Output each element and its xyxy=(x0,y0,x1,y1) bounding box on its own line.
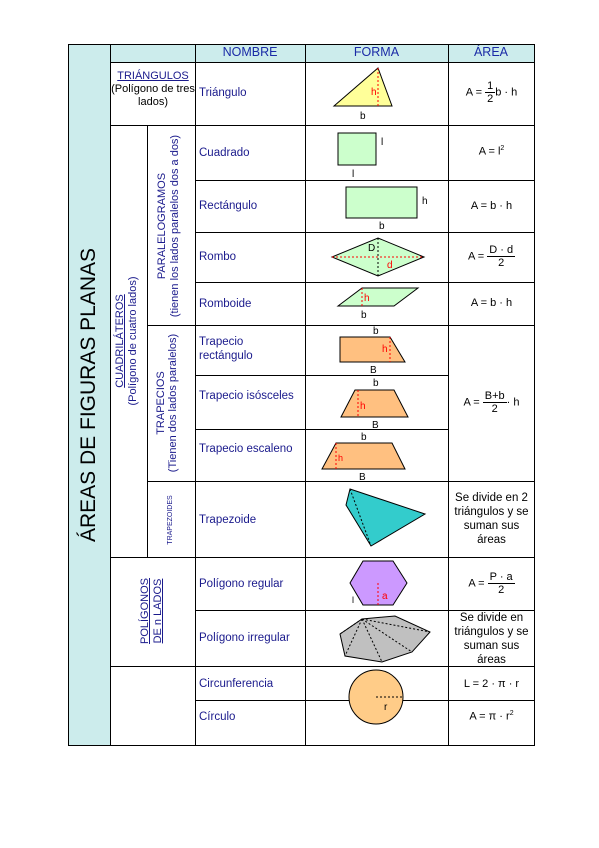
name-rectangulo: Rectángulo xyxy=(199,200,258,212)
area-rectangulo: A = b · h xyxy=(470,200,513,212)
name-trapecio-isosceles: Trapecio isósceles xyxy=(199,390,294,402)
label-b: b xyxy=(373,326,379,337)
area-rombo: A = $\frac{D \cdot d}{2}$ xyxy=(467,244,514,269)
irregular-polygon-shape xyxy=(340,616,430,662)
name-trapezoide: Trapezoide xyxy=(199,514,257,526)
category-triangulos-desc: (Polígono de tres lados) xyxy=(111,83,195,108)
category-trapecios-desc: (Tienen dos lados paralelos) xyxy=(167,333,179,473)
category-trapecios-title: TRAPECIOS xyxy=(155,371,167,435)
label-b: b xyxy=(379,221,385,232)
name-romboide: Romboide xyxy=(199,298,252,310)
area-poligono-irregular: Se divide en triángulos y se suman sus áreas xyxy=(454,612,529,666)
scalene-trapezoid-shape xyxy=(322,432,405,483)
right-trapezoid-shape xyxy=(340,326,405,376)
label-l-bottom: l xyxy=(352,169,355,180)
area-trapezoide: Se divide en 2 triángulos y se suman sus áreas xyxy=(454,492,529,546)
rectangle-shape xyxy=(346,187,428,232)
label-b: b xyxy=(360,111,366,122)
triangle-shape xyxy=(334,68,392,122)
category-paralelogramos-desc: (tienen los lados paralelos dos a dos) xyxy=(169,134,181,318)
category-triangulos-title: TRIÁNGULOS xyxy=(117,70,189,82)
label-D: D xyxy=(368,243,376,254)
label-b: b xyxy=(373,378,379,389)
area-triangulo: A = $\frac{1}{2}$ b · h xyxy=(465,80,518,105)
header-area: ÁREA xyxy=(473,45,509,59)
area-circulo: $A = \pi \cdot r^2$ xyxy=(469,710,514,723)
label-B: B xyxy=(370,365,377,376)
area-trapecio: A = $\frac{B+b}{2}$ · h xyxy=(463,390,520,415)
label-B: B xyxy=(359,472,366,483)
label-d: d xyxy=(387,260,393,271)
area-circunferencia: L = 2 · π · r xyxy=(463,678,520,690)
category-paralelogramos-title: PARALELOGRAMOS xyxy=(156,172,168,280)
category-cuadrilateros-desc: (Polígono de cuatro lados) xyxy=(127,276,139,406)
label-h: h xyxy=(338,453,344,463)
label-b: b xyxy=(361,432,367,443)
rhombus-shape xyxy=(332,238,424,276)
label-l-side: l xyxy=(381,137,384,148)
label-h: h xyxy=(364,293,370,304)
category-poligonos-title2: DE n LADOS xyxy=(152,578,164,644)
trapezoid-quad-shape xyxy=(346,489,425,546)
hexagon-shape xyxy=(350,561,407,605)
name-poligono-irregular: Polígono irregular xyxy=(199,632,290,644)
label-l: l xyxy=(352,595,354,605)
category-trapezoides: TRAPEZOIDES xyxy=(167,495,174,545)
name-rombo: Rombo xyxy=(199,251,237,263)
area-poligono-regular: A = $\frac{P \cdot a}{2}$ xyxy=(468,571,513,596)
label-b: b xyxy=(361,310,367,321)
name-circulo: Círculo xyxy=(199,711,236,723)
label-B: B xyxy=(372,420,379,431)
label-h: h xyxy=(360,401,366,412)
header-nombre: NOMBRE xyxy=(222,45,278,59)
category-cuadrilateros-title: CUADRILÁTEROS xyxy=(114,294,126,388)
circle-shape xyxy=(349,670,403,724)
page-title: ÁREAS DE FIGURAS PLANAS xyxy=(77,247,100,543)
name-triangulo: Triángulo xyxy=(199,87,247,99)
label-r: r xyxy=(384,702,388,713)
name-circunferencia: Circunferencia xyxy=(199,678,274,690)
name-trapecio-escaleno: Trapecio escaleno xyxy=(199,443,293,455)
label-h: h xyxy=(422,196,428,207)
header-forma: FORMA xyxy=(353,45,400,59)
area-cuadrado: $A = l^2$ xyxy=(478,145,505,158)
category-poligonos-title: POLÍGONOS xyxy=(139,577,151,645)
area-romboide: A = b · h xyxy=(470,297,513,309)
name-cuadrado: Cuadrado xyxy=(199,147,250,159)
square-shape xyxy=(338,133,383,180)
label-h: h xyxy=(371,87,377,98)
label-h: h xyxy=(382,344,388,355)
name-trapecio-rectangulo: Trapecio rectángulo xyxy=(199,336,253,362)
name-poligono-regular: Polígono regular xyxy=(199,578,284,590)
romboid-shape xyxy=(338,288,418,321)
label-a: a xyxy=(382,591,388,602)
isosceles-trapezoid-shape xyxy=(341,378,408,431)
